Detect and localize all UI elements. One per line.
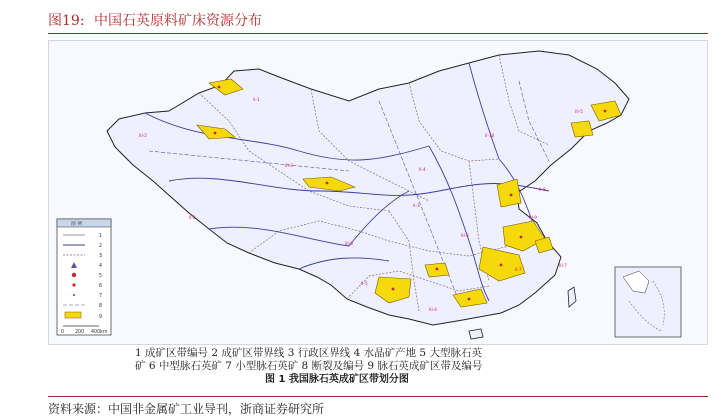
deposit-point	[500, 264, 503, 267]
caption-figure-title: 图 1 我国脉石英成矿区带划分图	[265, 374, 409, 385]
caption-line-1: 1 成矿区带编号 2 成矿区带界线 3 行政区界线 4 水晶矿产地 5 大型脉石英	[135, 347, 482, 359]
deposit-point	[326, 182, 329, 185]
figure-number: 图19:	[48, 13, 85, 29]
legend-item: 3	[99, 254, 103, 259]
china-outline	[107, 51, 629, 325]
legend-swatch-6	[72, 283, 75, 286]
scale-value: 200	[75, 330, 85, 335]
deposit-point	[520, 236, 523, 239]
zone-label: II-4	[419, 167, 426, 172]
zone-label: II-5	[361, 281, 368, 286]
zone-label: II-2	[189, 215, 196, 220]
legend-item: 8	[99, 304, 103, 309]
zone-label: III-4	[429, 307, 437, 312]
legend-item: 9	[99, 315, 103, 320]
zone-label: III-3	[285, 163, 293, 168]
figure-title: 中国石英原料矿床资源分布	[94, 13, 262, 29]
legend-item: 2	[99, 244, 103, 249]
deposit-point	[214, 132, 217, 135]
figure-header	[48, 8, 708, 30]
legend-swatch-7	[73, 294, 75, 296]
deposit-point	[510, 194, 513, 197]
zone-label: III-2	[139, 133, 147, 138]
deposit-point	[436, 268, 439, 271]
legend-item: 5	[99, 274, 103, 279]
zone-label: II-8	[539, 187, 546, 192]
legend-item: 1	[99, 234, 103, 239]
scale-value: 400km	[91, 330, 108, 335]
legend-swatch-5	[72, 273, 76, 277]
legend-item: 7	[99, 294, 103, 299]
legend-swatch-9	[65, 312, 81, 318]
source-note: 资料来源：中国非金属矿工业导刊，浙商证券研究所	[48, 402, 325, 416]
zone-label: II-7	[515, 267, 522, 272]
footer-rule	[48, 396, 708, 397]
caption-line-2: 矿 6 中型脉石英矿 7 小型脉石英矿 8 断裂及编号 9 脉石英成矿区带及编号	[135, 360, 483, 372]
legend-item: 6	[99, 284, 103, 289]
legend-title: 图 例	[71, 222, 83, 227]
china-quartz-map	[49, 41, 707, 344]
south-china-sea-inset	[615, 267, 681, 337]
zone-label: III-6	[461, 233, 469, 238]
header-rule	[48, 33, 708, 34]
scale-value: 0	[61, 330, 65, 335]
map-frame	[48, 40, 708, 345]
taiwan-outline	[568, 287, 576, 307]
legend-item: 4	[99, 264, 103, 269]
deposit-point	[218, 86, 221, 89]
map-legend	[57, 219, 111, 335]
zone-label: II-10	[485, 133, 495, 138]
zone-label: III-5	[575, 109, 583, 114]
deposit-zone	[571, 121, 593, 137]
map-caption	[135, 347, 615, 386]
zone-label: II-1	[253, 97, 260, 102]
deposit-point	[604, 110, 607, 113]
zone-label: III-8	[345, 241, 353, 246]
deposit-point	[468, 298, 471, 301]
zone-label: III-9	[529, 215, 537, 220]
zone-label: II-3	[413, 203, 420, 208]
zone-label: III-7	[559, 263, 567, 268]
hainan-outline	[469, 329, 483, 339]
deposit-point	[392, 288, 395, 291]
